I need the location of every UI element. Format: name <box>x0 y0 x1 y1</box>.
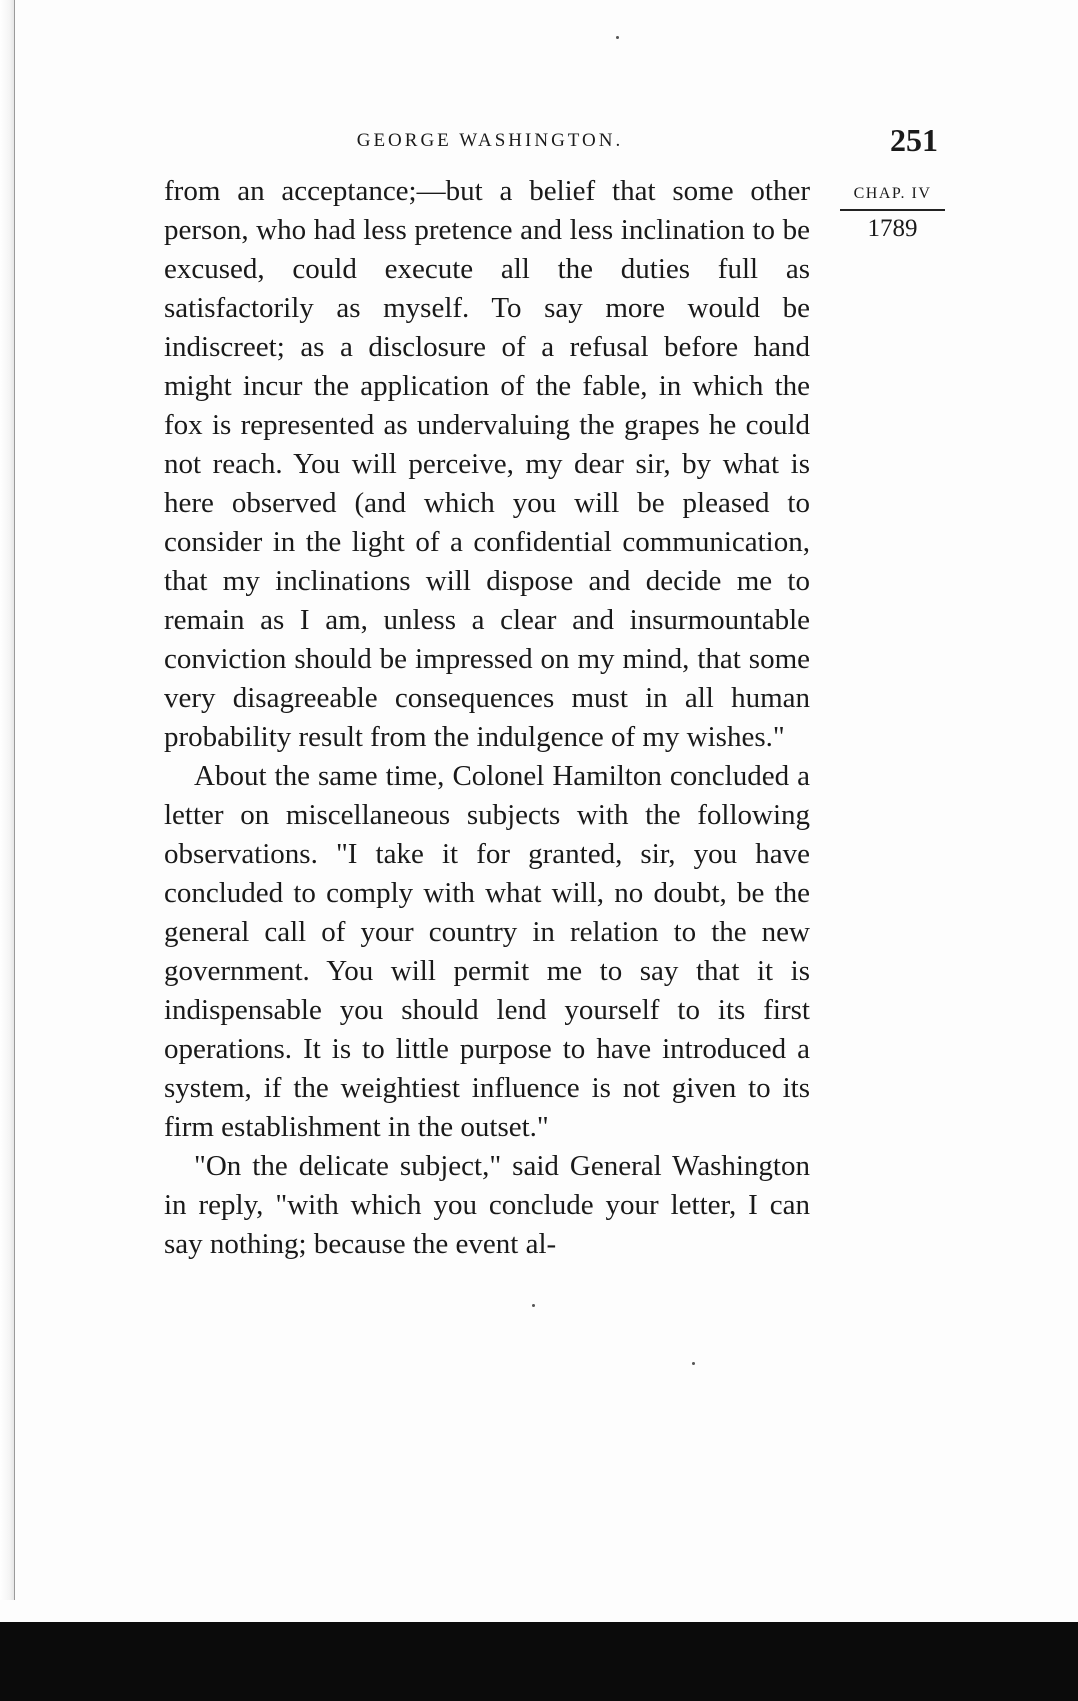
margin-chapter: CHAP. IV <box>840 185 945 211</box>
running-title: GEORGE WASHINGTON. <box>356 130 624 151</box>
scan-edge <box>0 0 15 1600</box>
paragraph: from an acceptance;—but a belief that some other person, who had less pretence and less inclination to be excused, could execute all the duties full as satisfactorily as myself. To say more would be indiscreet; as a disclosure of a refusal before hand might incur the application of the fable, in which the fox is represented as undervaluing the grapes he could not reach. You will perceive, my dear sir, by what is here observed (and which you will be pleased to consider in the light of a confidential communication, that my inclinations will dispose and decide me to remain as I am, unless a clear and insurmountable conviction should be impressed on my mind, that some very disagreeable consequences must in all human probability result from the indulgence of my wishes." <box>164 175 810 753</box>
margin-year: 1789 <box>867 215 918 242</box>
paragraph: About the same time, Colonel Hamilton concluded a letter on miscellaneous subjects with the following observations. "I take it for granted, sir, you have concluded to comply with what will, no doubt, be the general call of your country in relation to the new government. You will permit me to say that it is indispensable you should lend yourself to its first operations. It is to little purpose to have introduced a system, if the weightiest influence is not given to its firm establishment in the outset." <box>164 760 810 1143</box>
margin-note <box>840 185 945 243</box>
scan-speck <box>532 1304 535 1307</box>
page-number: 251 <box>890 122 938 158</box>
scan-bottom-band <box>0 1622 1078 1701</box>
paragraph: "On the delicate subject," said General Washington in reply, "with which you conclude your letter, I can say nothing; because the event al- <box>164 1150 810 1260</box>
running-head <box>164 130 816 162</box>
scan-speck <box>692 1362 695 1365</box>
scan-speck <box>616 36 619 39</box>
body-text <box>164 172 810 1264</box>
